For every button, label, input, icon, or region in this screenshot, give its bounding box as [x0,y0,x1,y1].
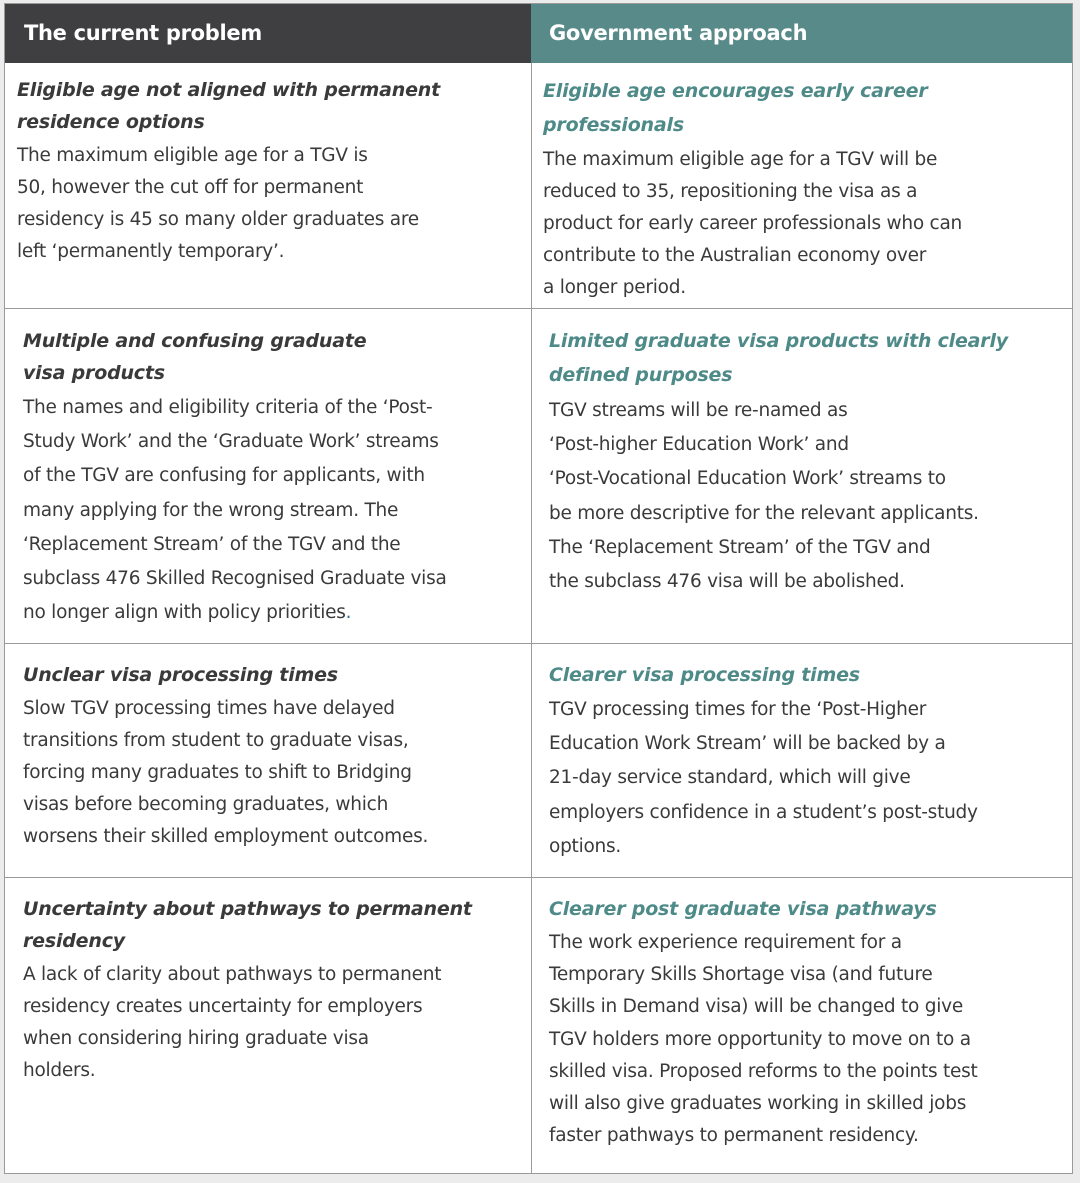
problem-cell-processing-times [5,659,531,853]
row-divider [5,877,1072,878]
header-current-problem: The current problem [5,4,531,63]
approach-cell-eligible-age [532,74,1072,304]
approach-title: Clearer visa processing times [549,664,860,686]
approach-text: The maximum eligible age for a TGV will be reduced to 35, repositioning the visa as a product for early career professionals who can contribute to the Australian economy over a longer period. [543,149,963,298]
approach-title: Clearer post graduate visa pathways [549,898,937,920]
problem-text-end: . [345,602,352,624]
approach-cell-processing-times [532,659,1072,864]
problem-text-main: The names and eligibility criteria of the ‘Post- Study Work’ and the ‘Graduate Work’ streams of the TGV are confusing for applicants, with many applying for the wrong stream. The ‘Replacement Stream’ of the TGV and the subclass 476 Skilled Recognised Graduate visa no longer align with policy priorities [23,397,447,624]
row-divider [5,643,1072,644]
problem-text: The maximum eligible age for a TGV is 50, however the cut off for permanent residency is 45 so many older graduates are left ‘permanently temporary’. [17,145,419,262]
approach-cell-visa-products [532,324,1072,599]
problem-title: Unclear visa processing times [23,664,338,686]
approach-text: TGV processing times for the ‘Post-Higher Education Work Stream’ will be backed by a 21-day service standard, which will give employers confidence in a student’s post-study options. [549,699,978,857]
comparison-table [4,3,1073,1174]
row-divider [5,308,1072,309]
header-government-approach: Government approach [531,4,1072,63]
approach-title: Eligible age encourages early career professionals [543,80,928,136]
problem-cell-pathways [5,893,531,1087]
problem-text [23,391,531,630]
problem-cell-eligible-age [5,74,531,268]
problem-title: Eligible age not aligned with permanent residence options [17,79,440,133]
problem-title: Uncertainty about pathways to permanent residency [23,898,472,952]
approach-cell-pathways [532,893,1072,1152]
problem-cell-visa-products [5,325,531,630]
problem-text: Slow TGV processing times have delayed transitions from student to graduate visas, forcing many graduates to shift to Bridging visas before becoming graduates, which worsens their skilled employment outcomes. [23,698,429,847]
problem-text: A lack of clarity about pathways to permanent residency creates uncertainty for employers when considering hiring graduate visa holders. [23,964,442,1081]
approach-text: The work experience requirement for a Temporary Skills Shortage visa (and future Skills in Demand visa) will be changed to give TGV holders more opportunity to move on to a skilled visa. Proposed reforms to the points test will also give graduates working in skilled jobs faster pathways to permanent residency. [549,932,978,1147]
approach-text: TGV streams will be re-named as ‘Post-higher Education Work’ and ‘Post-Vocational Education Work’ streams to be more descriptive for the relevant applicants. The ‘Replacement Stream’ of the TGV and the subclass 476 visa will be abolished. [549,400,979,593]
problem-title: Multiple and confusing graduate visa products [23,330,367,384]
approach-title: Limited graduate visa products with clearly defined purposes [549,330,1008,386]
